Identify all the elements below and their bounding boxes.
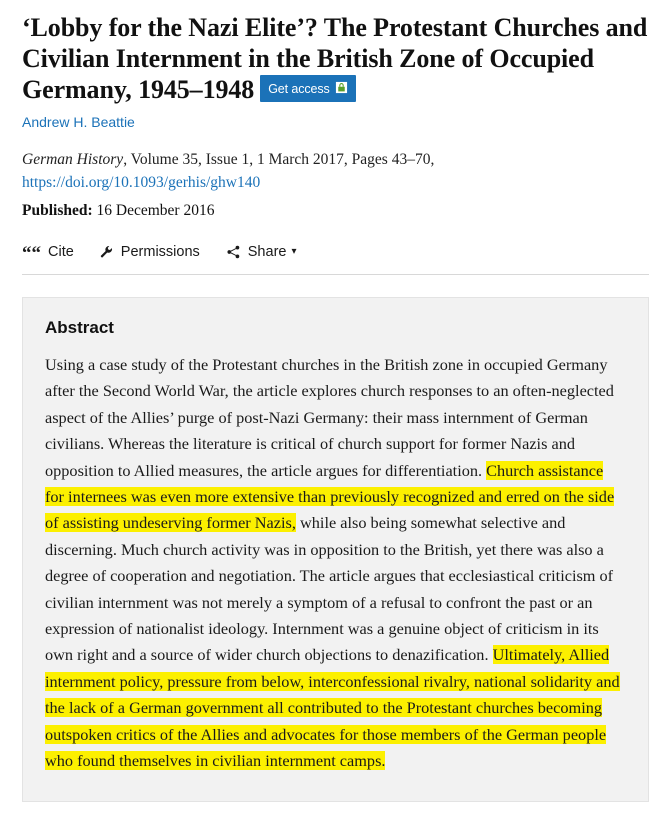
published-date: 16 December 2016: [96, 202, 215, 219]
abstract-highlight: Church assistance for internees was even more extensive than previously recognized and erred on the side of assisting undeserving former Nazis,: [45, 460, 615, 533]
permissions-label: Permissions: [120, 244, 200, 260]
published-label: Published:: [22, 202, 93, 219]
abstract-heading: Abstract: [45, 318, 114, 337]
abstract-segment: Using a case study of the Protestant churches in the British zone in occupied Germany after the Second World War, the article explores church responses to an often‐neglected aspect of the Allies’ purge of post‐Nazi Germany: their mass internment of German civilians. Whereas the literature is critical of church support for former Nazis and opposition to Allied measures, the article argues for differentiation.: [45, 355, 614, 480]
article-title-text: ‘Lobby for the Nazi Elite’? The Protestant Churches and Civilian Internment in the British Zone of Occupied Germany, 1945–1948: [22, 13, 648, 104]
cite-button[interactable]: [22, 243, 74, 264]
share-label: Share: [247, 244, 287, 260]
abstract-segment: while also being somewhat selective and discerning. Much church activity was in opposition to the British, yet there was also a degree of cooperation and negotiation. The article argues that ecclesiastical criticism of civilian internment was not merely a symptom of a refusal to confront the past or an expression of nationalist ideology. Internment was a genuine object of criticism in its own right and a source of wider church objections to denazification.: [45, 513, 614, 665]
page-title: [22, 12, 649, 105]
doi-link[interactable]: https://doi.org/10.1093/gerhis/ghw140: [22, 174, 261, 191]
chevron-down-icon: ▾: [291, 245, 297, 257]
citation-line: [22, 149, 649, 171]
share-icon: [226, 245, 241, 259]
quote-icon: ““: [22, 243, 41, 264]
cite-label: Cite: [48, 244, 74, 260]
author-list[interactable]: [22, 113, 649, 131]
article-toolbar: [22, 244, 649, 275]
permissions-button[interactable]: [100, 244, 200, 260]
get-access-button[interactable]: [260, 75, 356, 102]
abstract-text: [45, 352, 626, 775]
abstract-highlight: Ultimately, Allied internment policy, pressure from below, interconfessional rivalry, national solidarity and the lack of a German government all contributed to the Protestant churches becoming outspoken critics of the Allies and advocates for those members of the German people who found themselves in civilian internment camps.: [45, 645, 620, 771]
abstract-section: [22, 297, 649, 802]
share-button[interactable]: [226, 244, 297, 260]
wrench-icon: [100, 245, 114, 259]
journal-name: German History: [22, 151, 124, 168]
get-access-label: Get access: [268, 82, 330, 96]
lock-icon: [335, 81, 348, 97]
published-line: [22, 200, 649, 222]
citation-details: , Volume 35, Issue 1, 1 March 2017, Pages 43–70,: [123, 151, 435, 168]
author-name: Andrew H. Beattie: [22, 114, 135, 130]
